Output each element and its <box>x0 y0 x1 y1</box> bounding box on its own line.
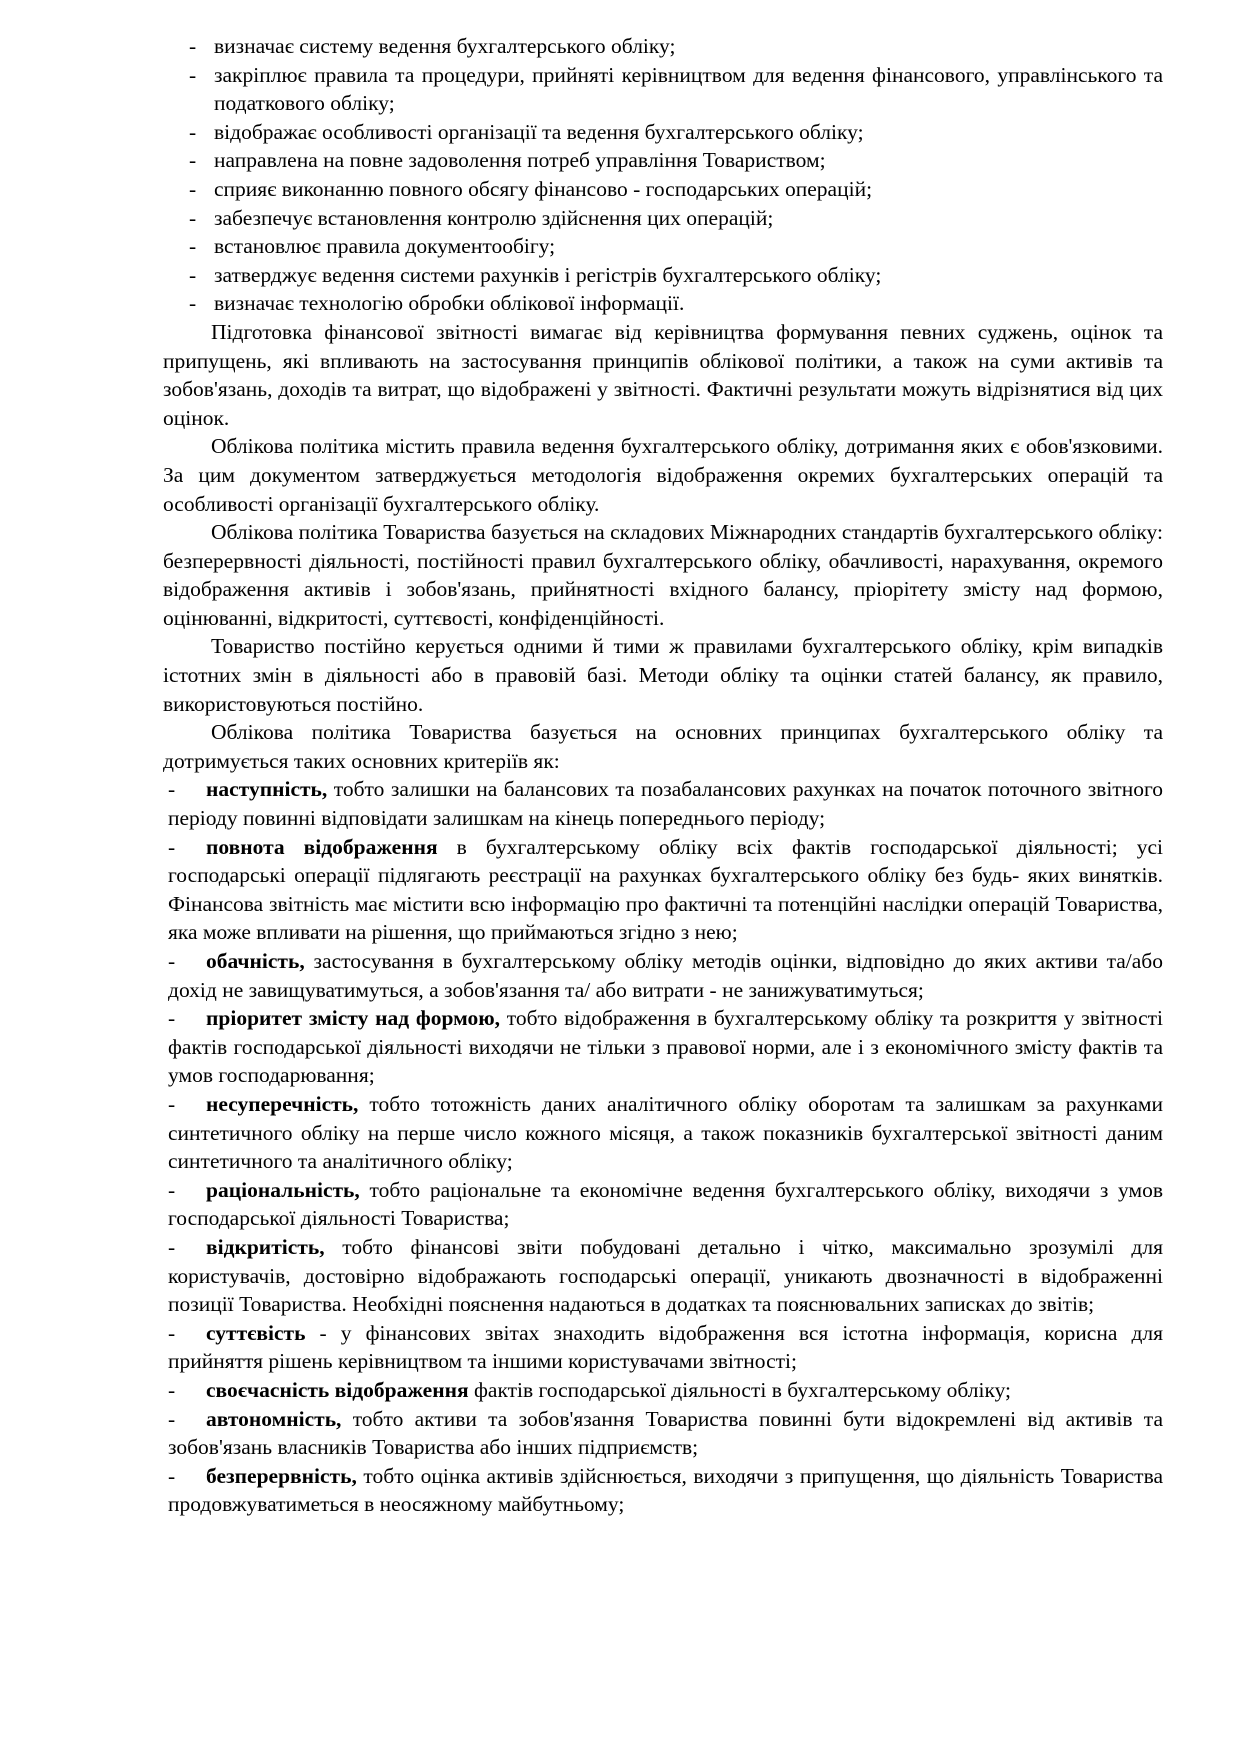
criterion-term: наступність, <box>206 777 328 802</box>
paragraph-ias-basis: Облікова політика Товариства базується на складових Міжнародних стандартів бухгалтерського обліку: безперервності діяльності, постійності правил бухгалтерського обліку, обачливості, нарахування, окремого відображення активів і зобов'язань, прийнятності вхідного балансу, пріорітету змісту над формою, оцінюванні, відкритості, суттєвості, конфіденційності. <box>163 520 1163 630</box>
list-item: - раціональність, тобто раціональне та економічне ведення бухгалтерського обліку, виходячи з умов господарської діяльності Товариства; <box>168 1177 1163 1231</box>
list-item: - визначає систему ведення бухгалтерського обліку; <box>189 34 676 58</box>
list-item: - направлена на повне задоволення потреб управління Товариством; <box>189 148 826 173</box>
paragraph-judgements: Підготовка фінансової звітності вимагає від керівництва формування певних суджень, оцінок та припущень, які впливають на застосування принципів облікової політики, а також на суми активів та зобов'язань, доходів та витрат, що відображені у звітності. Фактичні результати можуть відрізнятися від цих оцінок. <box>163 319 1163 430</box>
list-item: - безперервність, тобто оцінка активів здійснюється, виходячи з припущення, що діяльність Товариства продовжуватиметься в неосяжному майбутньому; <box>168 1463 1163 1517</box>
list-item: - несуперечність, тобто тотожність даних аналітичного обліку оборотам та залишкам за рахунками синтетичного обліку на перше число кожного місяця, а також показників бухгалтерської звітності даним синтетичного та аналітичного обліку; <box>168 1091 1163 1174</box>
list-item: - наступність, тобто залишки на балансових та позабалансових рахунках на початок поточного звітного періоду повинні відповідати залишкам на кінець попереднього періоду; <box>168 777 1163 831</box>
criterion-term: несуперечність, <box>206 1091 359 1116</box>
criterion-term: автономність, <box>206 1406 342 1431</box>
list-item: - закріплює правила та процедури, прийняті керівництвом для ведення фінансового, управлінського та податкового обліку; <box>189 62 1163 116</box>
criterion-term: своєчасність відображення <box>206 1377 469 1402</box>
list-item: - суттєвість - у фінансових звітах знаходить відображення вся істотна інформація, корисна для прийняття рішень керівництвом та іншими користувачами звітності; <box>168 1320 1163 1374</box>
list-item: - своєчасність відображення фактів господарської діяльності в бухгалтерському обліку; <box>168 1377 1012 1402</box>
document-page <box>163 32 1163 1519</box>
list-item: - автономність, тобто активи та зобов'язання Товариства повинні бути відокремлені від активів та зобов'язань власників Товариства або інших підприємств; <box>168 1406 1163 1460</box>
list-item: - забезпечує встановлення контролю здійснення цих операцій; <box>189 205 774 230</box>
paragraph-consistency: Товариство постійно керується одними й тими ж правилами бухгалтерського обліку, крім випадків істотних змін в діяльності або в правовій базі. Методи обліку та оцінки статей балансу, як правило, використовуються постійно. <box>163 634 1163 716</box>
list-item: - сприяє виконанню повного обсягу фінансово - господарських операцій; <box>189 176 873 201</box>
paragraph-criteria-intro: Облікова політика Товариства базується на основних принципах бухгалтерського обліку та дотримується таких основних критеріїв як: <box>163 720 1163 773</box>
criterion-term: пріоритет змісту над формою, <box>206 1006 500 1031</box>
list-item: - встановлює правила документообігу; <box>189 234 556 259</box>
list-item: - пріоритет змісту над формою, тобто відображення в бухгалтерському обліку та розкриття у звітності фактів господарської діяльності виходячи не тільки з правової норми, але і з економічного змісту фактів та умов господарювання; <box>168 1006 1163 1088</box>
list-item: - визначає технологію обробки облікової інформації. <box>189 291 685 316</box>
list-item: - відкритість, тобто фінансові звіти побудовані детально і чітко, максимально зрозумілі для користувачів, достовірно відображають господарські операції, уникають двозначності в відображенні позиції Товариства. Необхідні пояснення надаються в додатках та пояснювальних записках до звітів; <box>168 1234 1163 1317</box>
list-item: - обачність, застосування в бухгалтерському обліку методів оцінки, відповідно до яких активи та/або дохід не завищуватимуться, а зобов'язання та/ або витрати - не занижуватимуться; <box>168 949 1163 1002</box>
criterion-term: повнота відображення <box>206 834 438 859</box>
criterion-term: раціональність, <box>206 1177 360 1202</box>
paragraph-rules: Облікова політика містить правила ведення бухгалтерського обліку, дотримання яких є обов'язковими. За цим документом затверджується методологія відображення окремих бухгалтерських операцій та особливості організації бухгалтерського обліку. <box>163 434 1163 516</box>
list-item: - відображає особливості організації та ведення бухгалтерського обліку; <box>189 119 864 144</box>
criterion-term: суттєвість <box>206 1320 306 1345</box>
list-item: - повнота відображення в бухгалтерському обліку всіх фактів господарської діяльності; усі господарські операції підлягають реєстрації на рахунках бухгалтерського обліку без будь- яких винятків. Фінансова звітність має містити всю інформацію про фактичні та потенційні наслідки операцій Товариства, яка може впливати на рішення, що приймаються згідно з нею; <box>168 834 1164 945</box>
policy-functions-list <box>163 32 1163 318</box>
criterion-term: обачність, <box>206 949 305 973</box>
criterion-term: відкритість, <box>206 1234 325 1259</box>
criteria-list <box>163 775 1163 1518</box>
list-item: - затверджує ведення системи рахунків і регістрів бухгалтерського обліку; <box>189 262 882 287</box>
criterion-term: безперервність, <box>206 1463 357 1488</box>
